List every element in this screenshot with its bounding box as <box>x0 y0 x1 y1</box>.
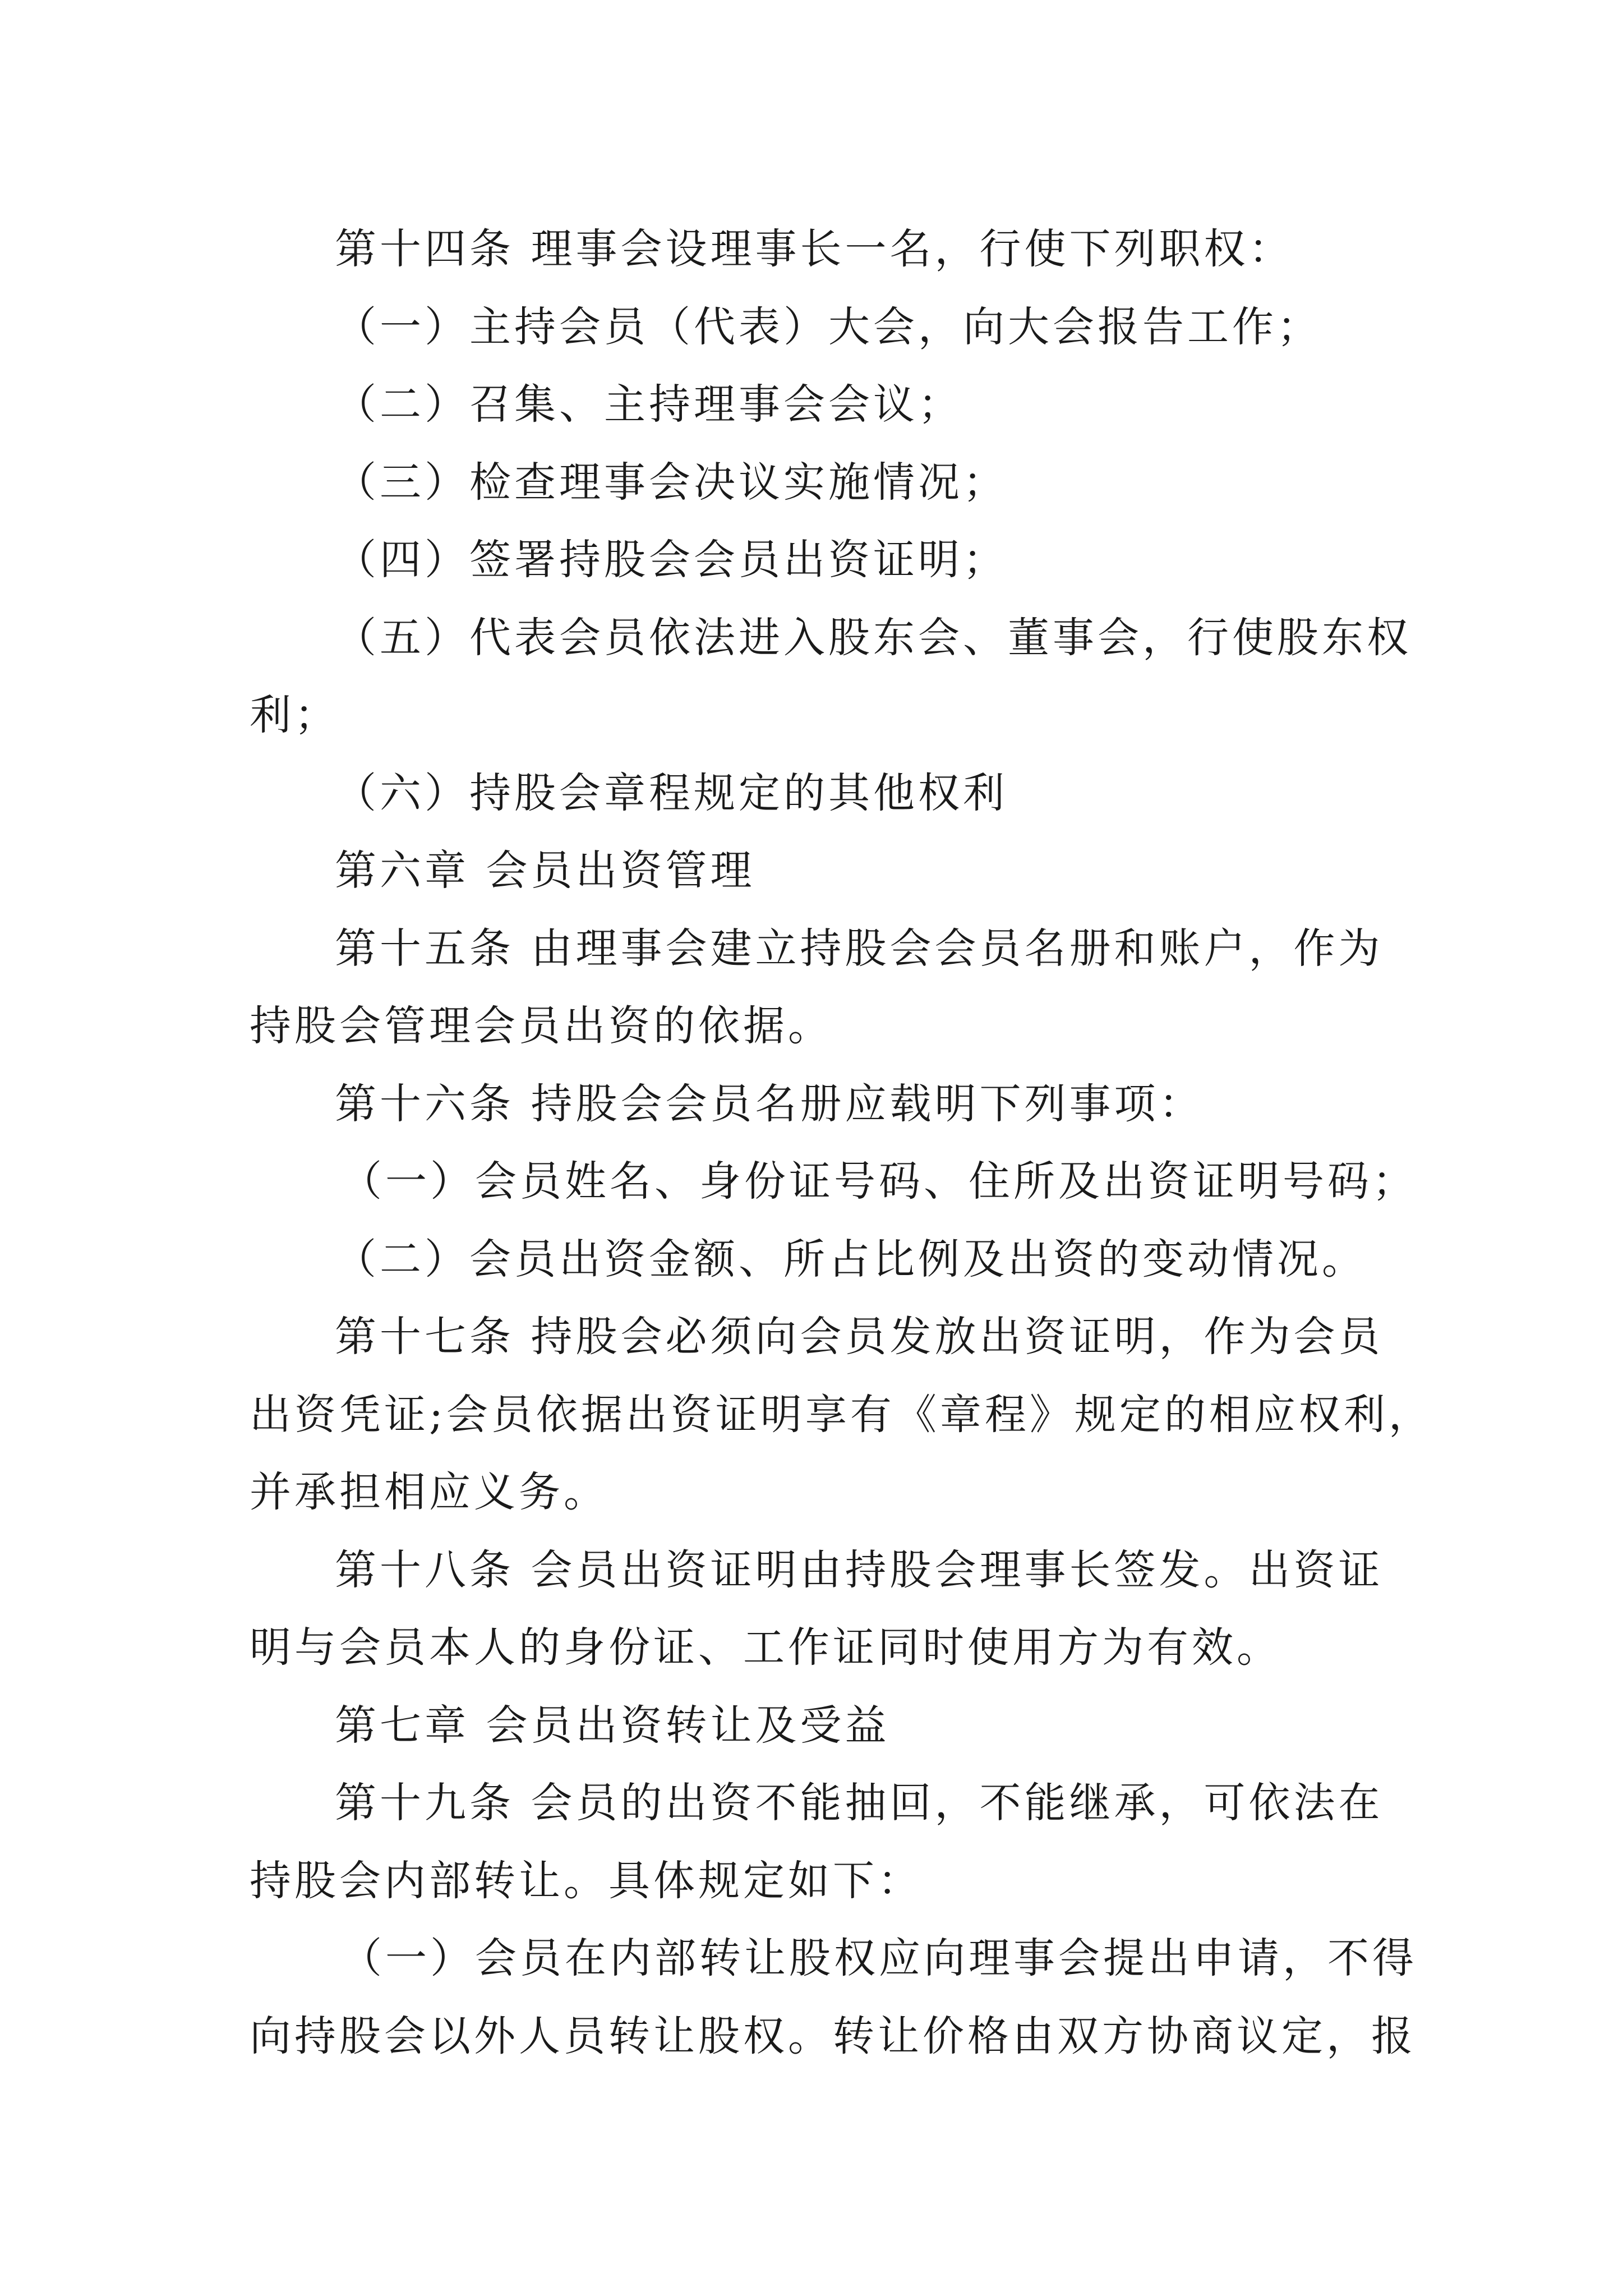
article-19-item-1-continued: 向持股会以外人员转让股权。转让价格由双方协商议定，报 <box>250 2012 1416 2060</box>
article-17: 第十七条 持股会必须向会员发放出资证明，作为会员 <box>335 1313 1384 1361</box>
article-18: 第十八条 会员出资证明由持股会理事长签发。出资证 <box>335 1545 1384 1594</box>
article-15-continued: 持股会管理会员出资的依据。 <box>250 1002 833 1050</box>
document-body <box>250 210 1433 2075</box>
article-19: 第十九条 会员的出资不能抽回，不能继承，可依法在 <box>335 1779 1384 1827</box>
article-14-item-5-continued: 利； <box>250 691 339 739</box>
article-14-item-5: （五）代表会员依法进入股东会、董事会，行使股东权 <box>335 613 1412 662</box>
article-18-continued: 明与会员本人的身份证、工作证同时使用方为有效。 <box>250 1623 1281 1672</box>
article-14-item-6: （六）持股会章程规定的其他权利 <box>335 769 1008 817</box>
article-17-continued-1: 出资凭证;会员依据出资证明享有《章程》规定的相应权利， <box>250 1390 1433 1439</box>
article-19-item-1: （一）会员在内部转让股权应向理事会提出申请，不得 <box>340 1934 1417 1982</box>
chapter-6-title: 第六章 会员出资管理 <box>335 846 755 895</box>
chapter-7-title: 第七章 会员出资转让及受益 <box>335 1701 890 1750</box>
article-16-heading: 第十六条 持股会会员名册应载明下列事项： <box>335 1079 1204 1128</box>
article-14-heading: 第十四条 理事会设理事长一名，行使下列职权： <box>335 225 1294 273</box>
article-14-item-4: （四）签署持股会会员出资证明； <box>335 536 1008 584</box>
article-14-item-1: （一）主持会员（代表）大会，向大会报告工作； <box>335 302 1322 351</box>
article-19-continued: 持股会内部转让。具体规定如下： <box>250 1856 923 1905</box>
article-14-item-3: （三）检查理事会决议实施情况； <box>335 458 1008 507</box>
article-16-item-1: （一）会员姓名、身份证号码、住所及出资证明号码； <box>340 1157 1417 1205</box>
article-15: 第十五条 由理事会建立持股会会员名册和账户，作为 <box>335 924 1384 973</box>
article-17-continued-2: 并承担相应义务。 <box>250 1468 608 1516</box>
article-14-item-2: （二）召集、主持理事会会议； <box>335 380 963 429</box>
article-16-item-2: （二）会员出资金额、所占比例及出资的变动情况。 <box>335 1235 1367 1283</box>
